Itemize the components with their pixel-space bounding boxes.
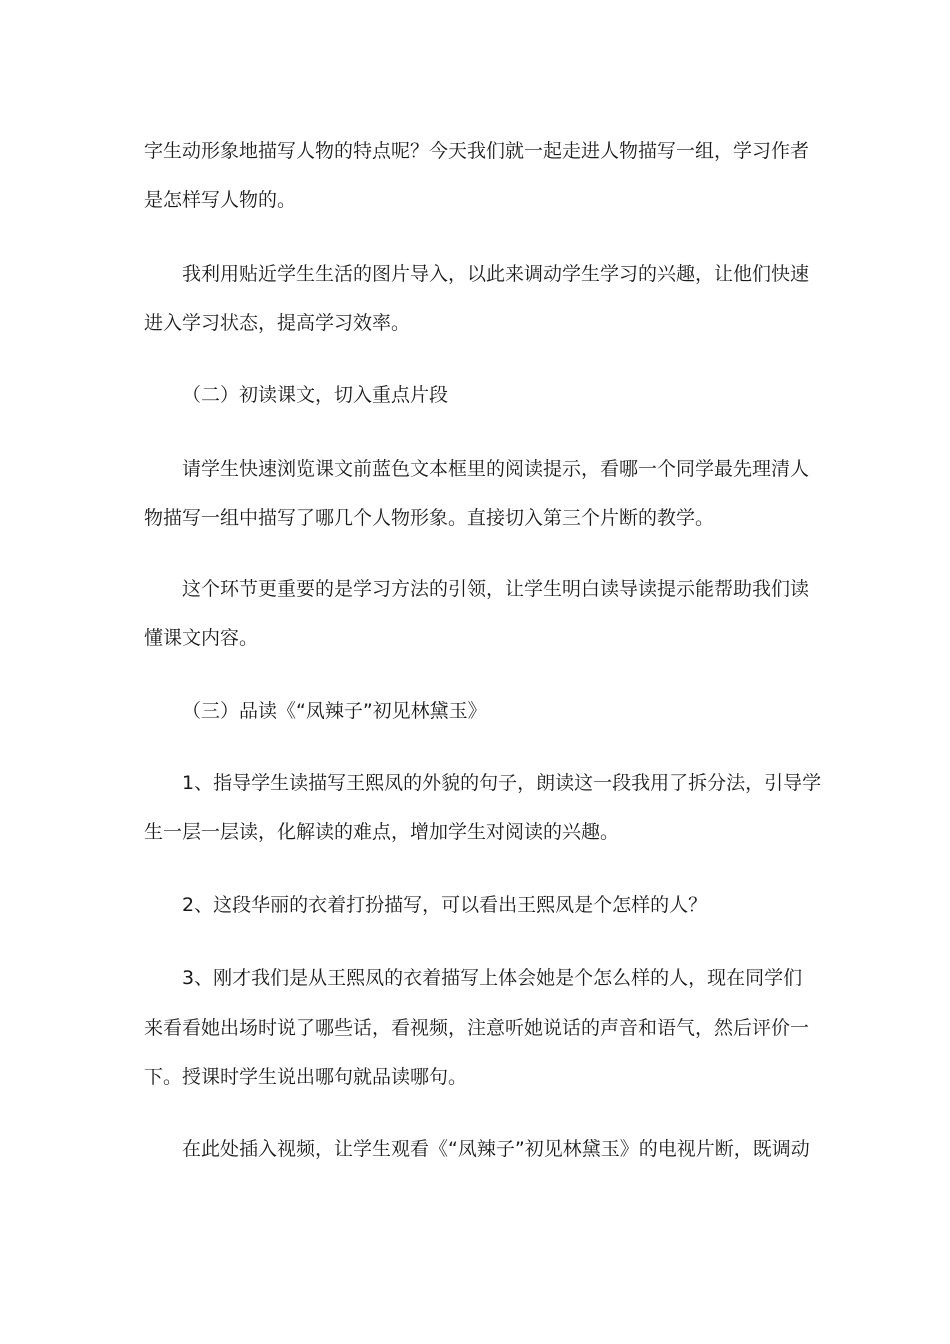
paragraph-line: 我利用贴近学生生活的图片导入，以此来调动学生学习的兴趣，让他们快速: [182, 263, 810, 285]
paragraph-line: 2、这段华丽的衣着打扮描写，可以看出王熙凤是个怎样的人？: [182, 894, 708, 916]
paragraph-line: 物描写一组中描写了哪几个人物形象。直接切入第三个片断的教学。: [144, 507, 715, 529]
paragraph-line: 3、刚才我们是从王熙凤的衣着描写上体会她是个怎么样的人，现在同学们: [182, 967, 803, 989]
section-heading: （二）初读课文，切入重点片段: [182, 384, 449, 406]
paragraph-line: 下。授课时学生说出哪句就品读哪句。: [144, 1066, 468, 1088]
paragraph-line: 懂课文内容。: [144, 627, 259, 649]
paragraph-line: 字生动形象地描写人物的特点呢？今天我们就一起走进人物描写一组，学习作者: [144, 140, 810, 162]
paragraph-line: 这个环节更重要的是学习方法的引领，让学生明白读导读提示能帮助我们读: [182, 578, 810, 600]
paragraph-line: 进入学习状态，提高学习效率。: [144, 312, 411, 334]
paragraph-line: 在此处插入视频，让学生观看《“凤辣子”初见林黛玉》的电视片断，既调动: [182, 1138, 810, 1160]
paragraph-line: 生一层一层读，化解读的难点，增加学生对阅读的兴趣。: [144, 821, 620, 843]
paragraph-line: 是怎样写人物的。: [144, 189, 297, 211]
section-heading: （三）品读《“凤辣子”初见林黛玉》: [182, 700, 487, 722]
paragraph-line: 来看看她出场时说了哪些话，看视频，注意听她说话的声音和语气，然后评价一: [144, 1017, 810, 1039]
paragraph-line: 请学生快速浏览课文前蓝色文本框里的阅读提示，看哪一个同学最先理清人: [182, 458, 810, 480]
paragraph-line: 1、指导学生读描写王熙凤的外貌的句子，朗读这一段我用了拆分法，引导学: [182, 772, 822, 794]
